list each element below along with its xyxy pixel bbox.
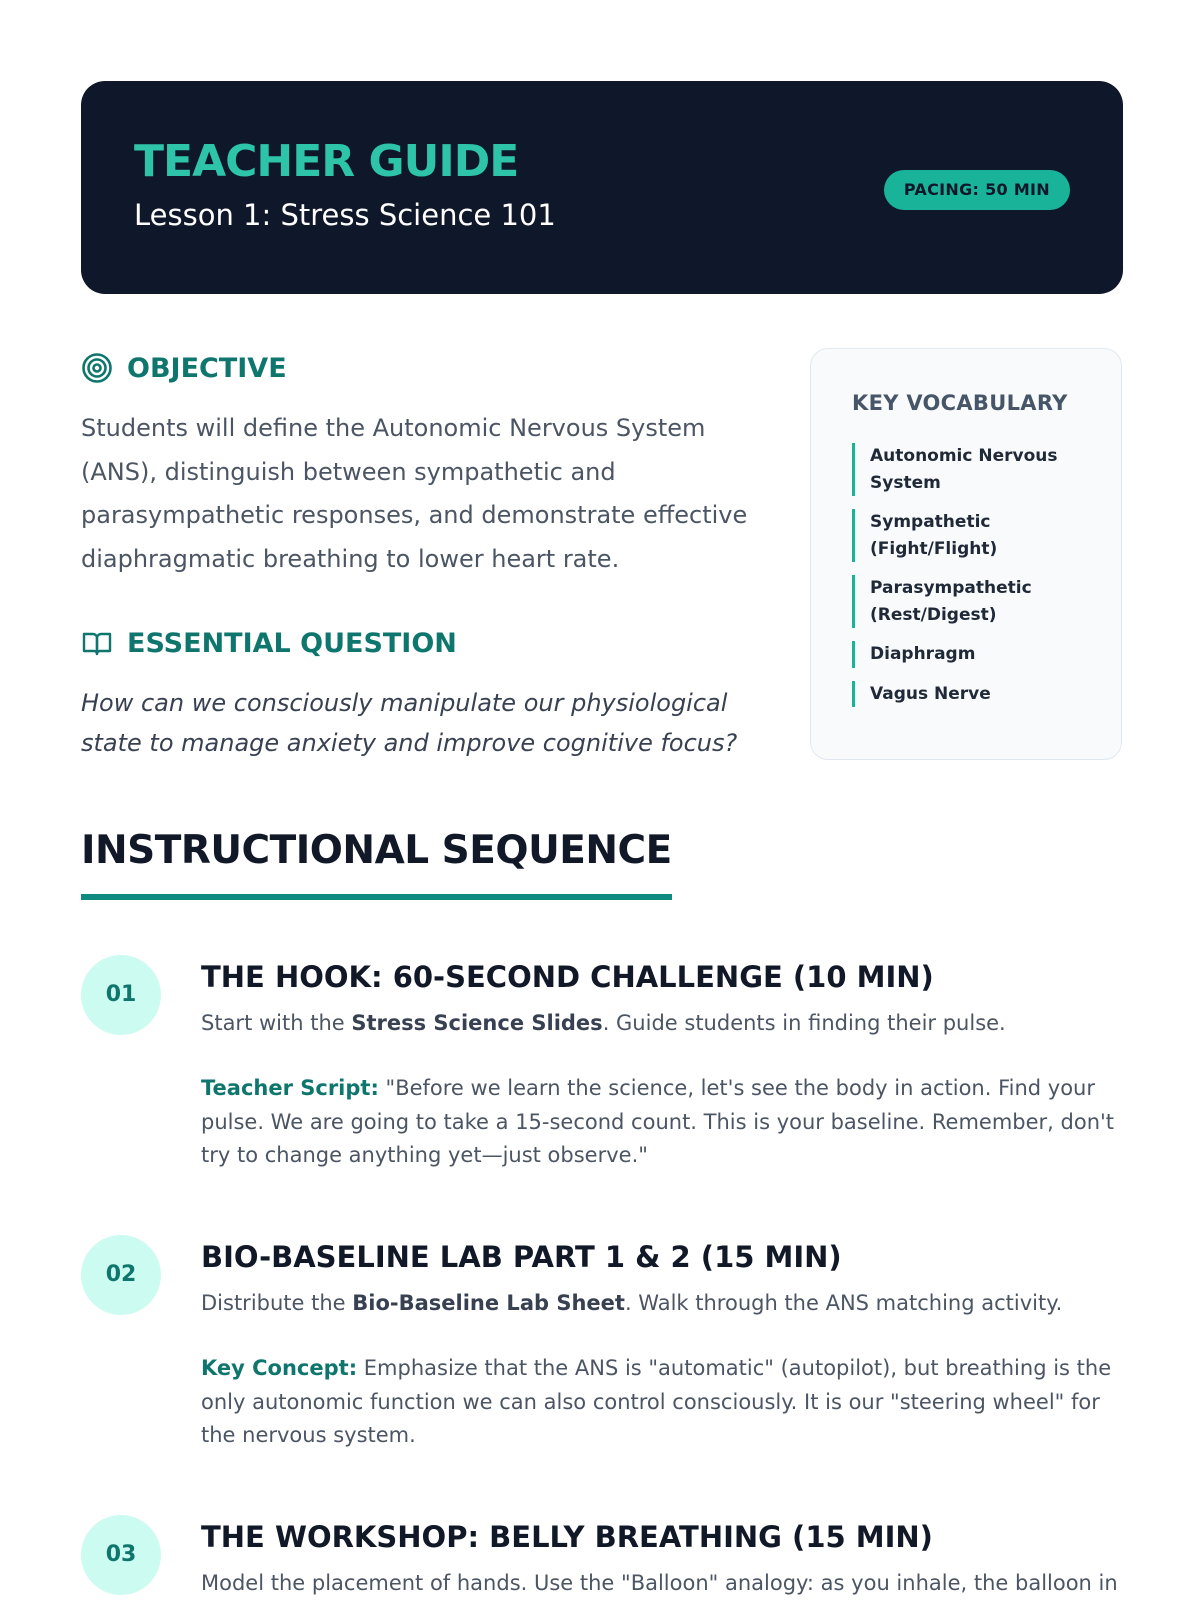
- step-title: BIO-BASELINE LAB PART 1 & 2 (15 MIN): [201, 1240, 842, 1274]
- vocabulary-item: Sympathetic (Fight/Flight): [852, 509, 1092, 562]
- step-body: [201, 1235, 1123, 1453]
- key-concept: Key Concept: Emphasize that the ANS is "automatic" (autopilot), but breathing is the only autonomic function we can also control consciously. It is our "steering wheel" for the nervous system.: [201, 1356, 1112, 1447]
- step-body: [201, 955, 1123, 1173]
- step-body: [201, 1515, 1123, 1600]
- vocabulary-item: Diaphragm: [852, 641, 1092, 668]
- resource-name: Stress Science Slides: [351, 1011, 603, 1035]
- teacher-script: Teacher Script: "Before we learn the science, let's see the body in action. Find your pulse. We are going to take a 15-second count. This is your baseline. Remember, don't try to change anything yet—just observe.": [201, 1076, 1115, 1167]
- objective-text: Students will define the Autonomic Nervous System (ANS), distinguish between sympathetic and parasympathetic responses, and demonstrate effective diaphragmatic breathing to lower heart rate.: [81, 414, 748, 573]
- note-label: Teacher Script:: [201, 1076, 379, 1100]
- instructional-sequence-title: INSTRUCTIONAL SEQUENCE: [81, 826, 672, 900]
- header-banner: [81, 81, 1123, 294]
- step-number-badge: 01: [81, 955, 161, 1035]
- page-title: TEACHER GUIDE: [134, 136, 519, 187]
- objective-heading: [81, 352, 287, 384]
- step-intro: Start with the Stress Science Slides. Guide students in finding their pulse.: [201, 1011, 1006, 1035]
- key-vocabulary-card: [810, 348, 1122, 760]
- vocabulary-item: Autonomic Nervous System: [852, 443, 1092, 496]
- step-intro: Distribute the Bio-Baseline Lab Sheet. Walk through the ANS matching activity.: [201, 1291, 1063, 1315]
- pacing-badge: PACING: 50 MIN: [884, 170, 1070, 210]
- objective-heading-label: OBJECTIVE: [127, 352, 287, 384]
- vocabulary-list: [852, 443, 1092, 720]
- essential-question-heading-label: ESSENTIAL QUESTION: [127, 627, 457, 659]
- essential-question-heading: [81, 627, 457, 659]
- vocabulary-item: Parasympathetic (Rest/Digest): [852, 575, 1092, 628]
- vocabulary-title: KEY VOCABULARY: [852, 391, 1068, 415]
- essential-question-text: How can we consciously manipulate our physiological state to manage anxiety and improve cognitive focus?: [81, 689, 738, 757]
- step-title: THE WORKSHOP: BELLY BREATHING (15 MIN): [201, 1520, 933, 1554]
- vocabulary-item: Vagus Nerve: [852, 681, 1092, 708]
- step-number-badge: 02: [81, 1235, 161, 1315]
- step-title: THE HOOK: 60-SECOND CHALLENGE (10 MIN): [201, 960, 934, 994]
- resource-name: Bio-Baseline Lab Sheet: [352, 1291, 625, 1315]
- note-label: Key Concept:: [201, 1356, 358, 1380]
- lesson-subtitle: Lesson 1: Stress Science 101: [134, 198, 556, 232]
- step-number-badge: 03: [81, 1515, 161, 1595]
- book-open-icon: [81, 627, 113, 659]
- target-icon: [81, 352, 113, 384]
- step-intro: Model the placement of hands. Use the "Balloon" analogy: as you inhale, the balloon in: [201, 1571, 1118, 1595]
